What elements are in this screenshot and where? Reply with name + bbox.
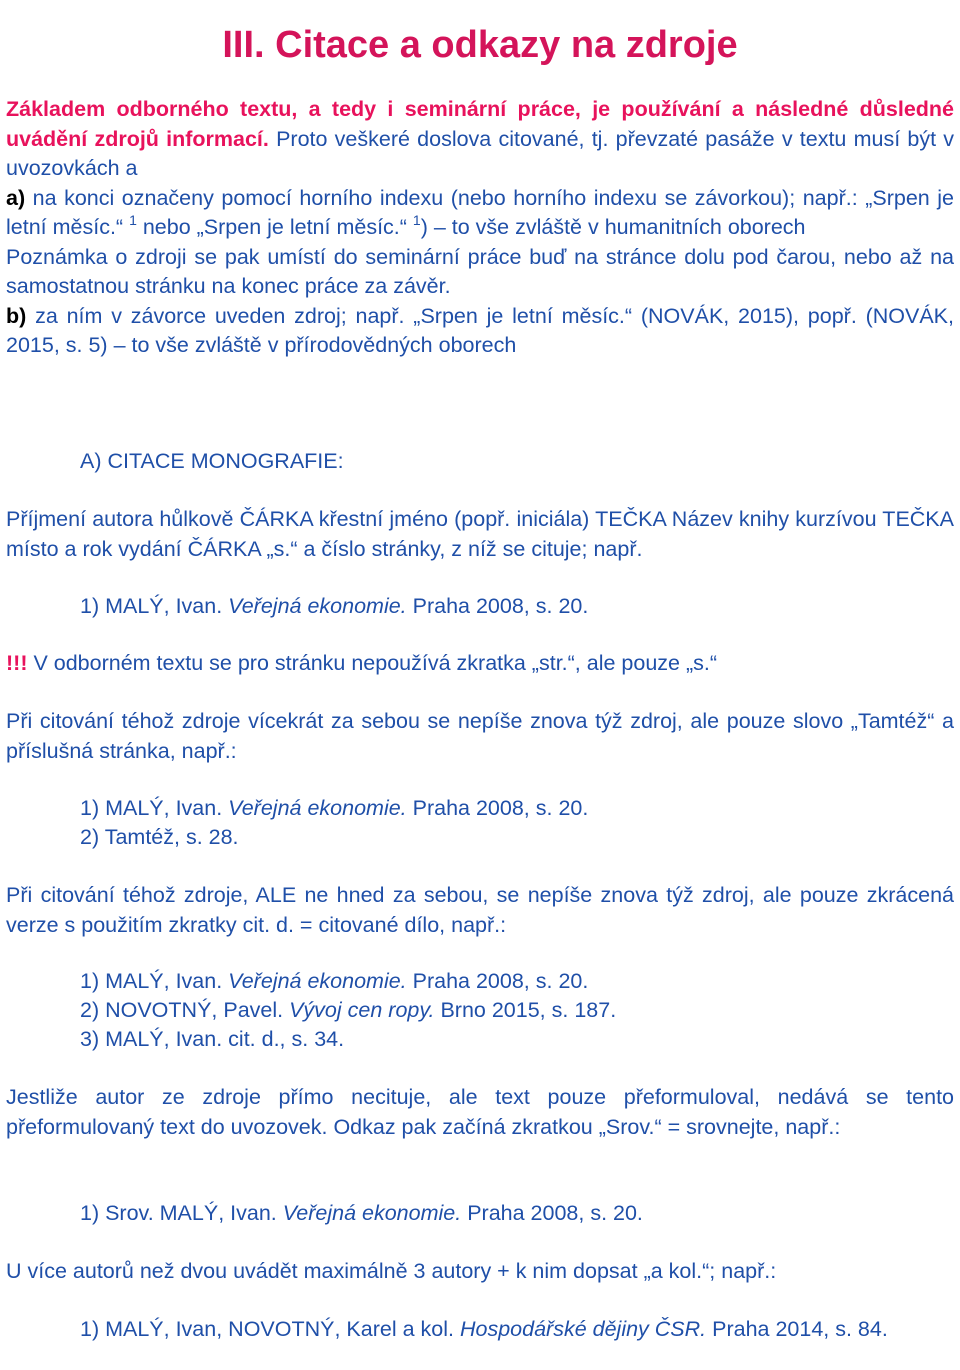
multi-author-intro: U více autorů než dvou uvádět maximálně 3 autory + k nim dopsat „a kol.“; např.:: [6, 1259, 777, 1283]
list-item: 2) Tamtéž, s. 28.: [80, 825, 239, 849]
list-item: 1) MALÝ, Ivan. Veřejná ekonomie. Praha 2008, s. 20.: [80, 796, 589, 820]
tamtez-examples: [80, 794, 588, 852]
warning-text: V odborném textu se pro stránku nepoužívá zkratka „str.“, ale pouze „s.“: [27, 651, 718, 675]
tamtez-intro: Při citování téhož zdroje vícekrát za sebou se nepíše znova týž zdroj, ale pouze slovo „Tamtéž“ a příslušná stránka, např.:: [6, 709, 954, 763]
point-b-text: za ním v závorce uveden zdroj; např. „Srpen je letní měsíc.“ (NOVÁK, 2015), popř. (NOVÁK, 2015, s. 5) – to vše zvláště v přírodovědných oborech: [6, 303, 954, 357]
cit-intro: Při citování téhož zdroje, ALE ne hned za sebou, se nepíše znova týž zdroj, ale pouze zkrácená verze s použitím zkratky cit. d. = citované dílo, např.:: [6, 883, 954, 937]
point-a-text: na konci označeny pomocí horního indexu (nebo horního indexu se závorkou); např.: „Srpen je letní měsíc.“: [6, 185, 954, 239]
section-heading: A) CITACE MONOGRAFIE:: [80, 449, 344, 473]
intro-paragraph: [6, 95, 954, 361]
footnote-note: Poznámka o zdroji se pak umístí do seminární práce buď na stránce dolu pod čarou, nebo až na samostatnou stránku na konec práce za závěr.: [6, 244, 954, 298]
citation-rule: Příjmení autora hůlkově ČÁRKA křestní jméno (popř. iniciála) TEČKA Název knihy kurzívou TEČKA místo a rok vydání ČÁRKA „s.“ a číslo stránky, z níž se cituje; např.: [6, 507, 954, 561]
superscript-2: 1: [412, 212, 421, 228]
multi-author-example: 1) MALÝ, Ivan, NOVOTNÝ, Karel a kol. Hospodářské dějiny ČSR. Praha 2014, s. 84.: [80, 1317, 888, 1341]
intro-text: Proto veškeré doslova citované, tj. převzaté pasáže v textu musí být v uvozovkách a: [6, 126, 955, 180]
point-a-label: a): [6, 185, 26, 210]
list-item: 3) MALÝ, Ivan. cit. d., s. 34.: [80, 1027, 345, 1051]
point-a-mid: nebo „Srpen je letní měsíc.“: [136, 215, 413, 239]
example-monograph: 1) MALÝ, Ivan. Veřejná ekonomie. Praha 2008, s. 20.: [80, 594, 589, 618]
page-title: III. Citace a odkazy na zdroje: [222, 24, 738, 67]
cit-examples: [80, 967, 616, 1054]
warning-marks: !!!: [6, 651, 28, 675]
list-item: 2) NOVOTNÝ, Pavel. Vývoj cen ropy. Brno 2015, s. 187.: [80, 998, 617, 1022]
superscript-1: 1: [129, 212, 137, 228]
list-item: 1) MALÝ, Ivan. Veřejná ekonomie. Praha 2008, s. 20.: [80, 969, 589, 993]
point-a-end: ) – to vše zvláště v humanitních oborech: [420, 215, 806, 239]
intro-emphasis: Základem odborného textu, a tedy i seminární práce, je používání a následné důsledné uvádění zdrojů informací.: [6, 97, 954, 151]
point-b-label: b): [6, 303, 27, 328]
srov-intro: Jestliže autor ze zdroje přímo necituje, ale text pouze přeformuloval, nedává se tento přeformulovaný text do uvozovek. Odkaz pak začíná zkratkou „Srov.“ = srovnejte, např.:: [6, 1085, 954, 1139]
srov-example: 1) Srov. MALÝ, Ivan. Veřejná ekonomie. Praha 2008, s. 20.: [80, 1201, 643, 1225]
warning-line: [6, 649, 954, 679]
